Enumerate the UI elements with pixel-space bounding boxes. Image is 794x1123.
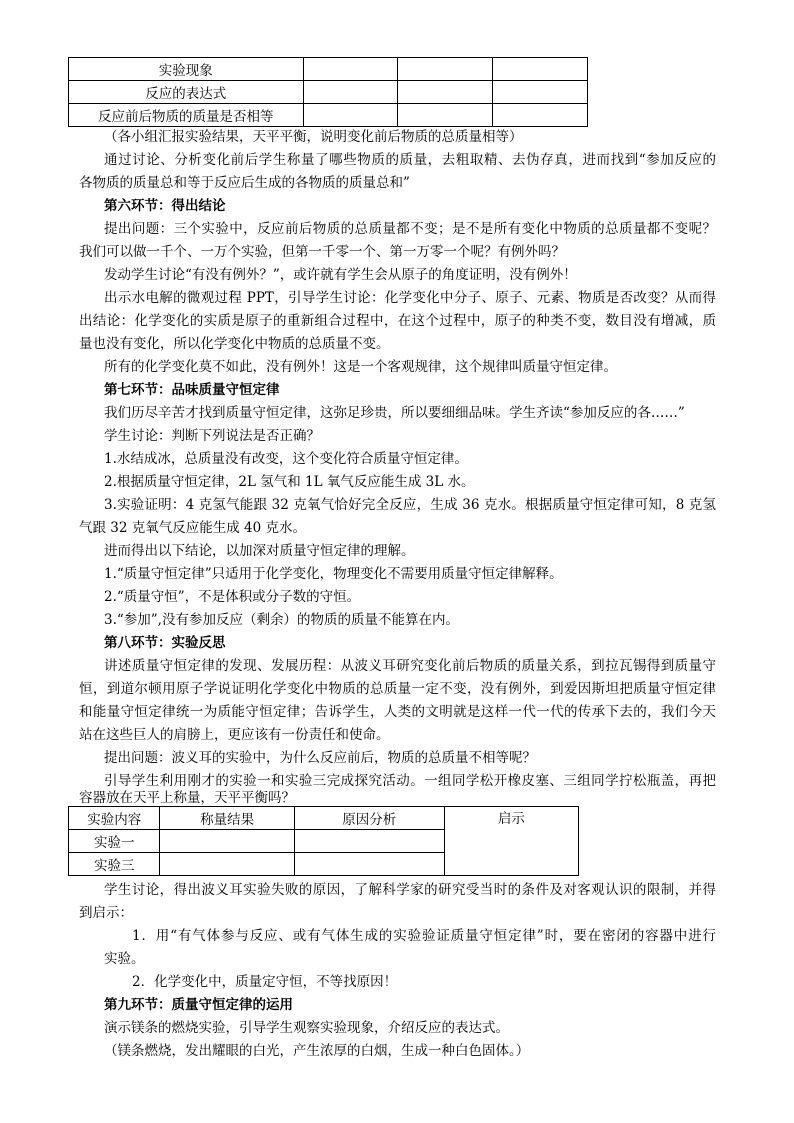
- paragraph: 站在这些巨人的肩膀上，更应该有一份责任和使命。: [79, 727, 390, 743]
- table-cell: [398, 104, 493, 127]
- list-item: 1.“质量守恒定律”只适用于化学变化，物理变化不需要用质量守恒定律解释。: [104, 566, 563, 582]
- section-heading-9: 第九环节：质量守恒定律的运用: [104, 997, 293, 1013]
- paragraph: 引导学生利用刚才的实验一和实验三完成探究活动。一组同学松开橡皮塞、三组同学拧松瓶盖，再把: [104, 773, 716, 789]
- section-heading-6: 第六环节：得出结论: [104, 198, 226, 214]
- list-item: 1．用“有气体参与反应、或有气体生成的实验验证质量守恒定律”时，要在密闭的容器中进行: [132, 928, 716, 944]
- table-cell-label: 实验现象: [69, 58, 304, 81]
- table-cell-label: 反应前后物质的质量是否相等: [69, 104, 304, 127]
- table-header-row: [69, 807, 579, 830]
- table-cell: [398, 81, 493, 104]
- table-row: [69, 58, 588, 81]
- table-cell: [160, 853, 294, 876]
- table-header: 启示: [444, 807, 578, 876]
- table-cell: [398, 58, 493, 81]
- paragraph: 到启示：: [79, 905, 133, 921]
- list-item: 1.水结成冰，总质量没有改变，这个变化符合质量守恒定律。: [104, 451, 468, 467]
- paragraph: 学生讨论，得出波义耳实验失败的原因，了解科学家的研究受当时的条件及对客观认识的限制，并得: [104, 882, 716, 898]
- paragraph: （各小组汇报实验结果，天平平衡，说明变化前后物质的总质量相等）: [104, 129, 523, 145]
- table-row: [69, 104, 588, 127]
- list-item: 3.实验证明：4 克氢气能跟 32 克氧气恰好完全反应，生成 36 克水。根据质量守恒定律可知，8 克氢: [104, 497, 716, 513]
- table-cell: [493, 81, 588, 104]
- paragraph: 演示镁条的燃烧实验，引导学生观察实验现象，介绍反应的表达式。: [104, 1020, 509, 1036]
- paragraph: 通过讨论、分析变化前后学生称量了哪些物质的质量，去粗取精、去伪存真，进而找到“参加反应的: [104, 152, 716, 168]
- list-item: 3.“参加”,没有参加反应（剩余）的物质的质量不能算在内。: [104, 612, 459, 628]
- section-heading-7: 第七环节：品味质量守恒定律: [104, 382, 280, 398]
- table-cell: [303, 81, 398, 104]
- inquiry-table: [68, 806, 579, 876]
- paragraph: 恒，到道尔顿用原子学说证明化学变化中物质的总质量一定不变，没有例外，到爱因斯坦把质量守恒定律: [79, 681, 716, 697]
- section-heading-8: 第八环节：实验反思: [104, 635, 226, 651]
- paragraph: 各物质的质量总和等于反应后生成的各物质的质量总和”: [79, 175, 410, 191]
- table-header: 原因分析: [294, 807, 444, 830]
- list-item: 实验。: [104, 951, 145, 967]
- paragraph: 提出问题：三个实验中，反应前后物质的总质量都不变；是不是所有变化中物质的总质量都不变呢？: [104, 221, 716, 237]
- table-header: 实验内容: [69, 807, 160, 830]
- paragraph: 讲述质量守恒定律的发现、发展历程：从波义耳研究变化前后物质的质量关系，到拉瓦锡得到质量守: [104, 658, 716, 674]
- list-item: 2．化学变化中，质量定守恒，不等找原因！: [132, 974, 398, 990]
- experiment-results-table: [68, 57, 588, 127]
- paragraph: 我们可以做一千个、一万个实验，但第一千零一个、第一万零一个呢？有例外吗？: [79, 244, 565, 260]
- paragraph: （镁条燃烧，发出耀眼的白光，产生浓厚的白烟，生成一种白色固体。）: [104, 1043, 530, 1059]
- paragraph: 发动学生讨论“有没有例外？”，或许就有学生会从原子的角度证明，没有例外！: [104, 267, 577, 283]
- paragraph: 量也没有变化，所以化学变化中物质的总质量不变。: [79, 336, 390, 352]
- table-cell: [303, 104, 398, 127]
- table-cell: [493, 104, 588, 127]
- paragraph: 和能量守恒定律统一为质能守恒定律；告诉学生，人类的文明就是这样一代一代的传承下去的，我们今天: [79, 704, 716, 720]
- list-item: 2.“质量守恒”，不是体积或分子数的守恒。: [104, 589, 361, 605]
- paragraph: 出示水电解的微观过程 PPT，引导学生讨论：化学变化中分子、原子、元素、物质是否改变？从而得: [104, 290, 716, 306]
- table-cell: [160, 830, 294, 853]
- paragraph: 我们历尽辛苦才找到质量守恒定律，这弥足珍贵，所以要细细品味。学生齐读“参加反应的各……”: [104, 405, 685, 421]
- list-item: 2.根据质量守恒定律，2L 氢气和 1L 氧气反应能生成 3L 水。: [104, 474, 475, 490]
- paragraph: 出结论：化学变化的实质是原子的重新组合过程中，在这个过程中，原子的种类不变，数目没有增减，质: [79, 313, 716, 329]
- paragraph: 所有的化学变化莫不如此，没有例外！这是一个客观规律，这个规律叫质量守恒定律。: [104, 359, 617, 375]
- table-cell: [303, 58, 398, 81]
- table-cell: [294, 830, 444, 853]
- table-cell-label: 反应的表达式: [69, 81, 304, 104]
- paragraph: 进而得出以下结论，以加深对质量守恒定律的理解。: [104, 543, 415, 559]
- table-cell: [294, 853, 444, 876]
- paragraph: 容器放在天平上称量，天平平衡吗？: [79, 790, 295, 806]
- table-cell: [493, 58, 588, 81]
- table-row: [69, 81, 588, 104]
- list-item: 气跟 32 克氧气反应能生成 40 克水。: [79, 520, 307, 536]
- paragraph: 学生讨论：判断下列说法是否正确？: [104, 428, 320, 444]
- table-cell-label: 实验三: [69, 853, 160, 876]
- table-header: 称量结果: [160, 807, 294, 830]
- table-cell-label: 实验一: [69, 830, 160, 853]
- paragraph: 提出问题：波义耳的实验中，为什么反应前后，物质的总质量不相等呢？: [104, 750, 536, 766]
